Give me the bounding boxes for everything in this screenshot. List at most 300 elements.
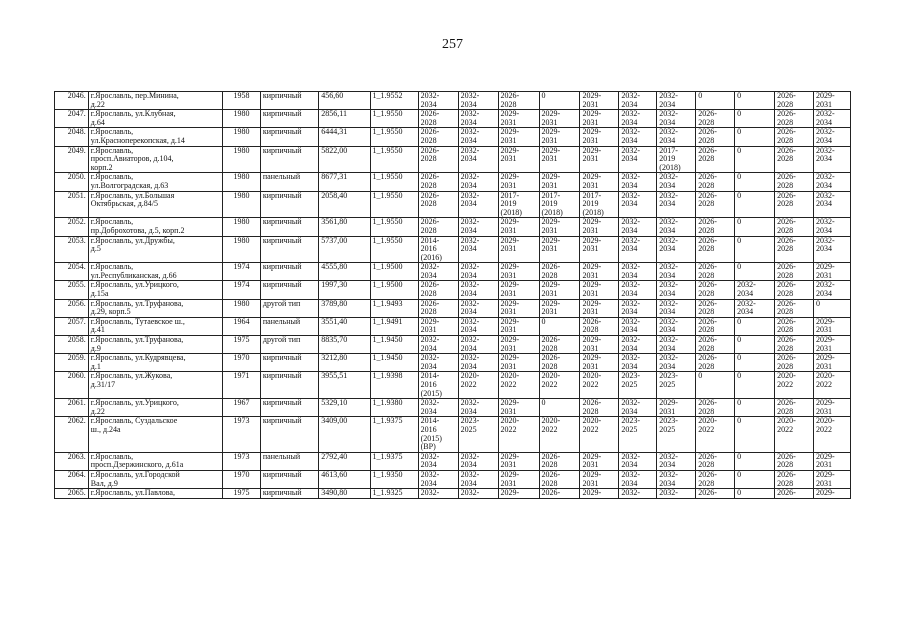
period-cell-10: 2026- bbox=[775, 489, 814, 499]
year-cell: 1964 bbox=[223, 317, 261, 335]
row-number: 2065. bbox=[55, 489, 89, 499]
table-row bbox=[55, 236, 851, 263]
period-cell-11: 2029- 2031 bbox=[814, 92, 851, 110]
period-cell-3: 2029- 2031 bbox=[498, 470, 539, 488]
row-number: 2054. bbox=[55, 263, 89, 281]
period-cell-8: 2026- 2028 bbox=[696, 354, 735, 372]
material-cell: кирпичный bbox=[260, 191, 318, 218]
period-cell-1: 2026- 2028 bbox=[418, 218, 458, 236]
area-cell: 8835,70 bbox=[319, 336, 370, 354]
period-cell-7: 2032- 2034 bbox=[657, 218, 696, 236]
row-number: 2056. bbox=[55, 299, 89, 317]
area-cell: 3561,80 bbox=[319, 218, 370, 236]
period-cell-3: 2029- 2031 bbox=[498, 218, 539, 236]
period-cell-5: 2029- 2031 bbox=[580, 336, 619, 354]
period-cell-7: 2032- 2034 bbox=[657, 128, 696, 146]
period-cell-5: 2029- 2031 bbox=[580, 470, 619, 488]
area-cell: 3490,80 bbox=[319, 489, 370, 499]
period-cell-3: 2029- 2031 bbox=[498, 173, 539, 191]
row-number: 2055. bbox=[55, 281, 89, 299]
period-cell-11: 2032- 2034 bbox=[814, 281, 851, 299]
material-cell: кирпичный bbox=[260, 236, 318, 263]
address-cell: г.Ярославль, Суздальское ш., д.24а bbox=[88, 417, 222, 452]
index-cell: 1_1.9380 bbox=[370, 399, 418, 417]
period-cell-10: 2026- 2028 bbox=[775, 317, 814, 335]
area-cell: 5822,00 bbox=[319, 146, 370, 173]
period-cell-8: 2026- 2028 bbox=[696, 452, 735, 470]
period-cell-1: 2032- 2034 bbox=[418, 470, 458, 488]
period-cell-11: 2020- 2022 bbox=[814, 372, 851, 399]
year-cell: 1971 bbox=[223, 372, 261, 399]
period-cell-10: 2026- 2028 bbox=[775, 146, 814, 173]
year-cell: 1970 bbox=[223, 354, 261, 372]
period-cell-10: 2026- 2028 bbox=[775, 299, 814, 317]
row-number: 2060. bbox=[55, 372, 89, 399]
year-cell: 1980 bbox=[223, 128, 261, 146]
year-cell: 1980 bbox=[223, 173, 261, 191]
year-cell: 1980 bbox=[223, 110, 261, 128]
period-cell-8: 2026- bbox=[696, 489, 735, 499]
table-row bbox=[55, 263, 851, 281]
area-cell: 4555,80 bbox=[319, 263, 370, 281]
period-cell-3: 2029- bbox=[498, 489, 539, 499]
material-cell: кирпичный bbox=[260, 281, 318, 299]
period-cell-3: 2026- 2028 bbox=[498, 92, 539, 110]
period-cell-4: 2029- 2031 bbox=[539, 299, 580, 317]
period-cell-5: 2029- 2031 bbox=[580, 173, 619, 191]
index-cell: 1_1.9450 bbox=[370, 336, 418, 354]
period-cell-10: 2026- 2028 bbox=[775, 110, 814, 128]
period-cell-1: 2032- 2034 bbox=[418, 92, 458, 110]
period-cell-8: 2020- 2022 bbox=[696, 417, 735, 452]
period-cell-9: 0 bbox=[735, 263, 775, 281]
period-cell-11: 2029- 2031 bbox=[814, 336, 851, 354]
table-row bbox=[55, 317, 851, 335]
period-cell-7: 2032- 2034 bbox=[657, 452, 696, 470]
period-cell-2: 2032- 2034 bbox=[458, 218, 498, 236]
index-cell: 1_1.9350 bbox=[370, 470, 418, 488]
period-cell-9: 0 bbox=[735, 336, 775, 354]
period-cell-2: 2023- 2025 bbox=[458, 417, 498, 452]
address-cell: г.Ярославль, просп.Авиаторов, д.104, корп.2 bbox=[88, 146, 222, 173]
table-row bbox=[55, 399, 851, 417]
period-cell-4: 2029- 2031 bbox=[539, 218, 580, 236]
period-cell-5: 2029- 2031 bbox=[580, 128, 619, 146]
period-cell-11: 2029- 2031 bbox=[814, 470, 851, 488]
period-cell-7: 2032- 2034 bbox=[657, 110, 696, 128]
period-cell-1: 2014- 2016 (2016) bbox=[418, 236, 458, 263]
period-cell-4: 2029- 2031 bbox=[539, 128, 580, 146]
period-cell-5: 2026- 2028 bbox=[580, 399, 619, 417]
period-cell-7: 2032- 2034 bbox=[657, 173, 696, 191]
period-cell-2: 2032- 2034 bbox=[458, 128, 498, 146]
period-cell-6: 2032- 2034 bbox=[619, 236, 657, 263]
period-cell-11: 2029- 2031 bbox=[814, 399, 851, 417]
period-cell-11: 2029- 2031 bbox=[814, 354, 851, 372]
material-cell: кирпичный bbox=[260, 218, 318, 236]
period-cell-2: 2032- 2034 bbox=[458, 146, 498, 173]
period-cell-2: 2020- 2022 bbox=[458, 372, 498, 399]
table-row bbox=[55, 417, 851, 452]
material-cell: кирпичный bbox=[260, 263, 318, 281]
period-cell-5: 2029- 2031 bbox=[580, 218, 619, 236]
period-cell-10: 2026- 2028 bbox=[775, 191, 814, 218]
period-cell-8: 2026- 2028 bbox=[696, 263, 735, 281]
period-cell-10: 2026- 2028 bbox=[775, 470, 814, 488]
period-cell-9: 0 bbox=[735, 452, 775, 470]
table-row bbox=[55, 489, 851, 499]
material-cell: кирпичный bbox=[260, 417, 318, 452]
period-cell-2: 2032- 2034 bbox=[458, 399, 498, 417]
period-cell-5: 2029- bbox=[580, 489, 619, 499]
period-cell-10: 2026- 2028 bbox=[775, 92, 814, 110]
address-cell: г.Ярославль, ул.Клубная, д.64 bbox=[88, 110, 222, 128]
period-cell-4: 2029- 2031 bbox=[539, 146, 580, 173]
area-cell: 1997,30 bbox=[319, 281, 370, 299]
period-cell-10: 2020- 2022 bbox=[775, 372, 814, 399]
period-cell-2: 2032- 2034 bbox=[458, 354, 498, 372]
period-cell-11: 2029- 2031 bbox=[814, 452, 851, 470]
period-cell-2: 2032- 2034 bbox=[458, 236, 498, 263]
period-cell-11: 2032- 2034 bbox=[814, 236, 851, 263]
period-cell-3: 2029- 2031 bbox=[498, 299, 539, 317]
table-row bbox=[55, 281, 851, 299]
period-cell-3: 2029- 2031 bbox=[498, 281, 539, 299]
period-cell-5: 2029- 2031 bbox=[580, 452, 619, 470]
period-cell-8: 2026- 2028 bbox=[696, 236, 735, 263]
period-cell-7: 2032- 2034 bbox=[657, 354, 696, 372]
period-cell-4: 2029- 2031 bbox=[539, 173, 580, 191]
address-cell: г.Ярославль, просп.Дзержинского, д.61а bbox=[88, 452, 222, 470]
row-number: 2064. bbox=[55, 470, 89, 488]
period-cell-2: 2032- 2034 bbox=[458, 336, 498, 354]
period-cell-1: 2029- 2031 bbox=[418, 317, 458, 335]
period-cell-8: 2026- 2028 bbox=[696, 218, 735, 236]
period-cell-7: 2032- 2034 bbox=[657, 191, 696, 218]
period-cell-9: 0 bbox=[735, 128, 775, 146]
address-cell: г.Ярославль, ул.Республиканская, д.66 bbox=[88, 263, 222, 281]
area-cell: 5329,10 bbox=[319, 399, 370, 417]
period-cell-4: 2026- bbox=[539, 489, 580, 499]
period-cell-3: 2029- 2031 bbox=[498, 110, 539, 128]
area-cell: 6444,31 bbox=[319, 128, 370, 146]
period-cell-6: 2023- 2025 bbox=[619, 417, 657, 452]
material-cell: другой тип bbox=[260, 336, 318, 354]
period-cell-11: 2032- 2034 bbox=[814, 128, 851, 146]
address-cell: г.Ярославль, ул.Красноперекопская, д.14 bbox=[88, 128, 222, 146]
period-cell-6: 2032- 2034 bbox=[619, 452, 657, 470]
period-cell-2: 2032- 2034 bbox=[458, 281, 498, 299]
period-cell-6: 2032- 2034 bbox=[619, 399, 657, 417]
period-cell-4: 0 bbox=[539, 399, 580, 417]
table-row bbox=[55, 354, 851, 372]
period-cell-7: 2032- 2034 bbox=[657, 263, 696, 281]
period-cell-1: 2032- 2034 bbox=[418, 354, 458, 372]
table-row bbox=[55, 452, 851, 470]
period-cell-5: 2029- 2031 bbox=[580, 146, 619, 173]
period-cell-8: 2026- 2028 bbox=[696, 173, 735, 191]
period-cell-4: 0 bbox=[539, 317, 580, 335]
period-cell-9: 0 bbox=[735, 354, 775, 372]
period-cell-10: 2026- 2028 bbox=[775, 281, 814, 299]
period-cell-6: 2032- 2034 bbox=[619, 354, 657, 372]
period-cell-9: 0 bbox=[735, 146, 775, 173]
period-cell-7: 2032- 2034 bbox=[657, 92, 696, 110]
address-cell: г.Ярославль, ул.Городской Вал, д.9 bbox=[88, 470, 222, 488]
period-cell-9: 0 bbox=[735, 470, 775, 488]
area-cell: 456,60 bbox=[319, 92, 370, 110]
index-cell: 1_1.9550 bbox=[370, 236, 418, 263]
period-cell-9: 0 bbox=[735, 489, 775, 499]
period-cell-9: 0 bbox=[735, 173, 775, 191]
area-cell: 5737,00 bbox=[319, 236, 370, 263]
year-cell: 1973 bbox=[223, 452, 261, 470]
material-cell: другой тип bbox=[260, 299, 318, 317]
row-number: 2052. bbox=[55, 218, 89, 236]
year-cell: 1980 bbox=[223, 191, 261, 218]
row-number: 2061. bbox=[55, 399, 89, 417]
year-cell: 1974 bbox=[223, 263, 261, 281]
period-cell-5: 2029- 2031 bbox=[580, 354, 619, 372]
period-cell-6: 2032- 2034 bbox=[619, 336, 657, 354]
area-cell: 3789,80 bbox=[319, 299, 370, 317]
period-cell-11: 2032- 2034 bbox=[814, 146, 851, 173]
period-cell-5: 2020- 2022 bbox=[580, 372, 619, 399]
year-cell: 1975 bbox=[223, 336, 261, 354]
row-number: 2048. bbox=[55, 128, 89, 146]
material-cell: кирпичный bbox=[260, 128, 318, 146]
period-cell-8: 2026- 2028 bbox=[696, 336, 735, 354]
area-cell: 2792,40 bbox=[319, 452, 370, 470]
period-cell-8: 2026- 2028 bbox=[696, 146, 735, 173]
period-cell-9: 0 bbox=[735, 110, 775, 128]
address-cell: г.Ярославль, пр.Доброхотова, д.5, корп.2 bbox=[88, 218, 222, 236]
index-cell: 1_1.9500 bbox=[370, 263, 418, 281]
period-cell-7: 2029- 2031 bbox=[657, 399, 696, 417]
address-cell: г.Ярославль, пер.Минина, д.22 bbox=[88, 92, 222, 110]
period-cell-6: 2032- 2034 bbox=[619, 317, 657, 335]
period-cell-6: 2032- 2034 bbox=[619, 299, 657, 317]
year-cell: 1980 bbox=[223, 299, 261, 317]
index-cell: 1_1.9550 bbox=[370, 173, 418, 191]
period-cell-4: 2029- 2031 bbox=[539, 236, 580, 263]
period-cell-5: 2020- 2022 bbox=[580, 417, 619, 452]
period-cell-5: 2029- 2031 bbox=[580, 263, 619, 281]
index-cell: 1_1.9550 bbox=[370, 191, 418, 218]
period-cell-2: 2032- 2034 bbox=[458, 110, 498, 128]
period-cell-1: 2026- 2028 bbox=[418, 173, 458, 191]
period-cell-1: 2032- 2034 bbox=[418, 399, 458, 417]
period-cell-11: 2029- bbox=[814, 489, 851, 499]
area-cell: 3409,00 bbox=[319, 417, 370, 452]
period-cell-10: 2026- 2028 bbox=[775, 128, 814, 146]
period-cell-9: 0 bbox=[735, 317, 775, 335]
period-cell-1: 2026- 2028 bbox=[418, 110, 458, 128]
index-cell: 1_1.9325 bbox=[370, 489, 418, 499]
row-number: 2059. bbox=[55, 354, 89, 372]
period-cell-3: 2017- 2019 (2018) bbox=[498, 191, 539, 218]
year-cell: 1970 bbox=[223, 470, 261, 488]
period-cell-2: 2032- 2034 bbox=[458, 173, 498, 191]
period-cell-3: 2029- 2031 bbox=[498, 354, 539, 372]
index-cell: 1_1.9550 bbox=[370, 128, 418, 146]
period-cell-4: 2020- 2022 bbox=[539, 372, 580, 399]
row-number: 2053. bbox=[55, 236, 89, 263]
table-row bbox=[55, 110, 851, 128]
year-cell: 1980 bbox=[223, 218, 261, 236]
period-cell-2: 2032- 2034 bbox=[458, 317, 498, 335]
period-cell-7: 2032- bbox=[657, 489, 696, 499]
material-cell: кирпичный bbox=[260, 92, 318, 110]
index-cell: 1_1.9550 bbox=[370, 218, 418, 236]
period-cell-1: 2014- 2016 (2015) bbox=[418, 372, 458, 399]
period-cell-9: 0 bbox=[735, 218, 775, 236]
area-cell: 2058,40 bbox=[319, 191, 370, 218]
period-cell-5: 2029- 2031 bbox=[580, 236, 619, 263]
period-cell-7: 2023- 2025 bbox=[657, 417, 696, 452]
period-cell-5: 2026- 2028 bbox=[580, 317, 619, 335]
period-cell-3: 2029- 2031 bbox=[498, 399, 539, 417]
row-number: 2058. bbox=[55, 336, 89, 354]
period-cell-7: 2032- 2034 bbox=[657, 336, 696, 354]
period-cell-11: 2029- 2031 bbox=[814, 263, 851, 281]
period-cell-2: 2032- bbox=[458, 489, 498, 499]
row-number: 2057. bbox=[55, 317, 89, 335]
period-cell-6: 2032- 2034 bbox=[619, 173, 657, 191]
period-cell-10: 2026- 2028 bbox=[775, 173, 814, 191]
material-cell: панельный bbox=[260, 452, 318, 470]
year-cell: 1967 bbox=[223, 399, 261, 417]
period-cell-1: 2032- 2034 bbox=[418, 452, 458, 470]
period-cell-8: 0 bbox=[696, 92, 735, 110]
period-cell-7: 2023- 2025 bbox=[657, 372, 696, 399]
period-cell-11: 0 bbox=[814, 299, 851, 317]
period-cell-4: 2026- 2028 bbox=[539, 470, 580, 488]
period-cell-6: 2032- 2034 bbox=[619, 281, 657, 299]
year-cell: 1980 bbox=[223, 146, 261, 173]
address-cell: г.Ярославль, ул.Труфанова, д.9 bbox=[88, 336, 222, 354]
period-cell-9: 0 bbox=[735, 399, 775, 417]
period-cell-8: 2026- 2028 bbox=[696, 281, 735, 299]
table-row bbox=[55, 336, 851, 354]
period-cell-5: 2017- 2019 (2018) bbox=[580, 191, 619, 218]
period-cell-8: 2026- 2028 bbox=[696, 110, 735, 128]
period-cell-11: 2032- 2034 bbox=[814, 191, 851, 218]
period-cell-6: 2032- 2034 bbox=[619, 191, 657, 218]
period-cell-3: 2029- 2031 bbox=[498, 236, 539, 263]
address-cell: г.Ярославль, Тутаевское ш., д.41 bbox=[88, 317, 222, 335]
period-cell-9: 0 bbox=[735, 92, 775, 110]
period-cell-4: 2026- 2028 bbox=[539, 336, 580, 354]
address-cell: г.Ярославль, ул.Урицкого, д.22 bbox=[88, 399, 222, 417]
period-cell-8: 2026- 2028 bbox=[696, 317, 735, 335]
address-cell: г.Ярославль, ул.Дружбы, д.5 bbox=[88, 236, 222, 263]
period-cell-11: 2032- 2034 bbox=[814, 173, 851, 191]
period-cell-6: 2032- 2034 bbox=[619, 110, 657, 128]
table-row bbox=[55, 470, 851, 488]
period-cell-9: 0 bbox=[735, 191, 775, 218]
period-cell-8: 2026- 2028 bbox=[696, 470, 735, 488]
material-cell: кирпичный bbox=[260, 354, 318, 372]
material-cell: кирпичный bbox=[260, 110, 318, 128]
period-cell-7: 2032- 2034 bbox=[657, 299, 696, 317]
period-cell-3: 2029- 2031 bbox=[498, 263, 539, 281]
period-cell-1: 2026- 2028 bbox=[418, 128, 458, 146]
period-cell-9: 0 bbox=[735, 372, 775, 399]
period-cell-5: 2029- 2031 bbox=[580, 110, 619, 128]
period-cell-10: 2026- 2028 bbox=[775, 452, 814, 470]
year-cell: 1974 bbox=[223, 281, 261, 299]
period-cell-11: 2020- 2022 bbox=[814, 417, 851, 452]
period-cell-1: 2032- 2034 bbox=[418, 336, 458, 354]
period-cell-4: 2029- 2031 bbox=[539, 110, 580, 128]
period-cell-10: 2026- 2028 bbox=[775, 263, 814, 281]
period-cell-4: 2020- 2022 bbox=[539, 417, 580, 452]
period-cell-11: 2032- 2034 bbox=[814, 110, 851, 128]
row-number: 2062. bbox=[55, 417, 89, 452]
period-cell-1: 2026- 2028 bbox=[418, 191, 458, 218]
index-cell: 1_1.9550 bbox=[370, 110, 418, 128]
period-cell-3: 2020- 2022 bbox=[498, 372, 539, 399]
index-cell: 1_1.9375 bbox=[370, 417, 418, 452]
period-cell-2: 2032- 2034 bbox=[458, 299, 498, 317]
row-number: 2049. bbox=[55, 146, 89, 173]
period-cell-6: 2032- bbox=[619, 489, 657, 499]
period-cell-3: 2029- 2031 bbox=[498, 336, 539, 354]
period-cell-5: 2029- 2031 bbox=[580, 281, 619, 299]
material-cell: панельный bbox=[260, 317, 318, 335]
material-cell: кирпичный bbox=[260, 489, 318, 499]
page-number: 257 bbox=[442, 37, 463, 52]
index-cell: 1_1.9398 bbox=[370, 372, 418, 399]
year-cell: 1973 bbox=[223, 417, 261, 452]
period-cell-1: 2032- bbox=[418, 489, 458, 499]
period-cell-7: 2032- 2034 bbox=[657, 317, 696, 335]
period-cell-7: 2017- 2019 (2018) bbox=[657, 146, 696, 173]
period-cell-8: 0 bbox=[696, 372, 735, 399]
period-cell-2: 2032- 2034 bbox=[458, 470, 498, 488]
period-cell-6: 2032- 2034 bbox=[619, 263, 657, 281]
period-cell-4: 2029- 2031 bbox=[539, 281, 580, 299]
period-cell-6: 2032- 2034 bbox=[619, 218, 657, 236]
period-cell-1: 2026- 2028 bbox=[418, 299, 458, 317]
address-cell: г.Ярославль, ул.Жукова, д.31/17 bbox=[88, 372, 222, 399]
period-cell-10: 2026- 2028 bbox=[775, 218, 814, 236]
address-cell: г.Ярославль, ул.Волгоградская, д.63 bbox=[88, 173, 222, 191]
period-cell-4: 2017- 2019 (2018) bbox=[539, 191, 580, 218]
index-cell: 1_1.9375 bbox=[370, 452, 418, 470]
material-cell: кирпичный bbox=[260, 372, 318, 399]
material-cell: панельный bbox=[260, 173, 318, 191]
index-cell: 1_1.9550 bbox=[370, 146, 418, 173]
period-cell-11: 2029- 2031 bbox=[814, 317, 851, 335]
year-cell: 1958 bbox=[223, 92, 261, 110]
period-cell-10: 2026- 2028 bbox=[775, 336, 814, 354]
period-cell-10: 2026- 2028 bbox=[775, 354, 814, 372]
period-cell-1: 2032- 2034 bbox=[418, 263, 458, 281]
row-number: 2050. bbox=[55, 173, 89, 191]
table-row bbox=[55, 372, 851, 399]
period-cell-3: 2020- 2022 bbox=[498, 417, 539, 452]
material-cell: кирпичный bbox=[260, 146, 318, 173]
period-cell-2: 2032- 2034 bbox=[458, 263, 498, 281]
table-row bbox=[55, 146, 851, 173]
area-cell: 4613,60 bbox=[319, 470, 370, 488]
material-cell: кирпичный bbox=[260, 470, 318, 488]
period-cell-2: 2032- 2034 bbox=[458, 92, 498, 110]
period-cell-9: 2032- 2034 bbox=[735, 299, 775, 317]
period-cell-4: 2026- 2028 bbox=[539, 263, 580, 281]
